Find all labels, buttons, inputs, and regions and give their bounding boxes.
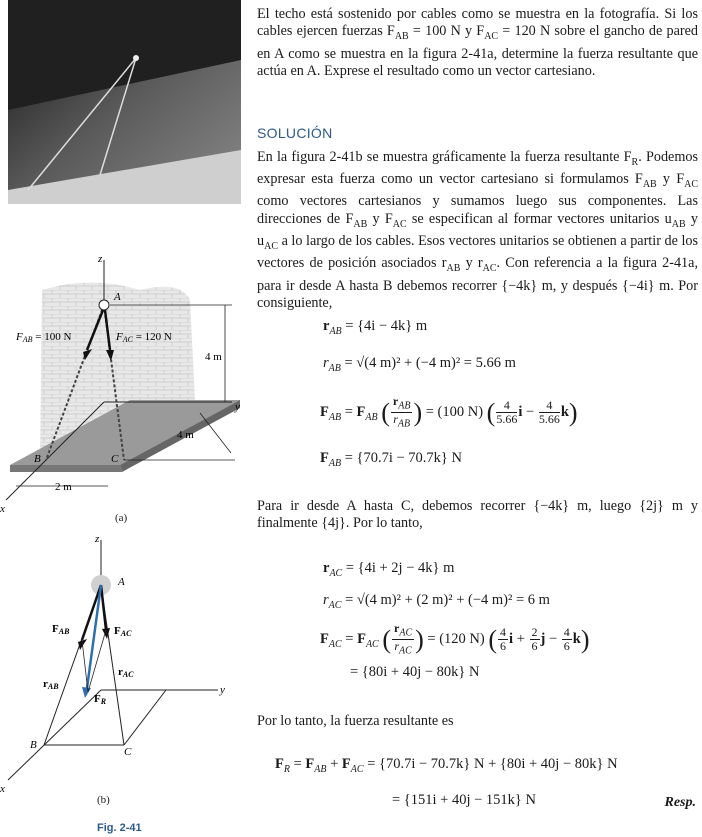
figure-b: [0, 530, 250, 800]
fa-4m-floor: 4 m: [177, 429, 194, 441]
final-paragraph: Por lo tanto, la fuerza resultante es: [257, 713, 454, 729]
eq-fab: $F_{AB} = F_{AB}$ ( $\frac{r_{AB}}{r_{AB}}$ ) = (100 N) ( $\frac{4}{5.66}$ i − $\frac{4}{5.66}$ k): [320, 394, 578, 430]
mid-paragraph: Para ir desde A hasta C, debemos recorrer {−4k} m, luego {2j} m y finalmente {4j}. Por lo tanto,: [257, 498, 698, 532]
photo-drawing: [8, 0, 241, 204]
eq-resultant: $F_R = F_{AB} + F_{AC} = \{70.7i - 70.7k\} N + \{80i + 40j - 80k\}$ N: [275, 756, 618, 775]
fa-z-label: z: [98, 253, 103, 265]
caption-b: (b): [97, 794, 110, 806]
fb-fab-label: FAB: [52, 623, 70, 636]
eq-rab: $r_{AB} = \{4i - 4k\}$ m: [323, 318, 428, 337]
fa-A-label: A: [114, 291, 121, 303]
fb-B-label: B: [30, 739, 37, 751]
fb-z-label: z: [95, 533, 100, 545]
resp-label: Resp.: [664, 795, 696, 810]
fb-A-label: A: [118, 576, 125, 588]
hook-a: [99, 300, 109, 310]
eq-fab-result: $F_{AB} = \{70.7i - 70.7k\}$ N: [320, 450, 462, 469]
x-axis-b: [8, 690, 101, 780]
problem-statement: El techo está sostenido por cables como se muestra en la fotografía. Si los cables ejercen fuerzas $F_{AB} = 100$ N y $F_{AC} = 120$ N sobre el gancho de pared en A como se muestra en la figura 2-41a, determine la fuerza resultante que actúa en A. Exprese el resultado como un vector cartesiano.: [257, 6, 698, 80]
fa-4m-vertical: 4 m: [205, 351, 222, 363]
fa-fab-label: FAB = 100 N: [16, 331, 72, 344]
caption-a: (a): [115, 512, 128, 524]
eq-rab-magnitude: $r_{AB} = √(4$ m)² + (−4 m)² = 5.66 m: [323, 355, 516, 374]
eq-fac: $F_{AC} = F_{AC}$ ( $\frac{r_{AC}}{r_{AC}}$ ) = (120 N) ( $\frac{4}{6}$ i + $\frac{2}{6}$ j − $\frac{4}{6}$ k): [320, 621, 590, 657]
fb-y-label: y: [220, 684, 225, 696]
fa-2m: 2 m: [55, 481, 72, 493]
fa-B-label: B: [34, 453, 41, 465]
fb-fac-label: FAC: [114, 625, 132, 638]
fa-y-label: y: [235, 401, 240, 413]
fa-fac-label: FAC = 120 N: [116, 331, 172, 344]
figure-number: Fig. 2-41: [97, 822, 142, 834]
fb-rac-label: rAC: [118, 666, 134, 679]
solution-paragraph: En la figura 2-41b se muestra gráficamente la fuerza resultante $F_R$. Podemos expresar esta fuerza como un vector cartesiano si formulamos $F_{AB}$ y $F_{AC}$ como vectores cartesianos y sumamos luego sus componentes. Las direcciones de $F_{AB}$ y $F_{AC}$ se especifican al formar vectores unitarios $u_{AB}$ y $u_{AC}$ a lo largo de los cables. Esos vectores unitarios se obtienen a partir de los vectores de posición asociados $r_{AB}$ y $r_{AC}$. Con referencia a la figura 2-41a, para ir desde A hasta B debemos recorrer {−4k} m, y después {−4i} m. Por consiguiente,: [257, 149, 699, 311]
fb-x-label: x: [0, 783, 5, 795]
fb-C-label: C: [124, 746, 132, 758]
eq-fac-result: = {80i + 40j − 80k} N: [350, 664, 480, 680]
eq-resultant-final: = {151i + 40j − 151k} N: [392, 792, 536, 808]
ceiling-photograph: [8, 0, 241, 204]
eq-rac-magnitude: $r_{AC} = √(4$ m)² + (2 m)² + (−4 m)² = 6 m: [323, 592, 550, 611]
fb-fr-label: FR: [94, 693, 107, 706]
eq-rac: $r_{AC} = \{4i + 2j - 4k\}$ m: [323, 560, 455, 579]
fa-C-label: C: [111, 453, 119, 465]
fa-x-label: x: [0, 503, 5, 515]
fb-rab-label: rAB: [43, 678, 59, 691]
figure-a: [0, 250, 250, 530]
solution-heading: SOLUCIÓN: [257, 125, 333, 141]
